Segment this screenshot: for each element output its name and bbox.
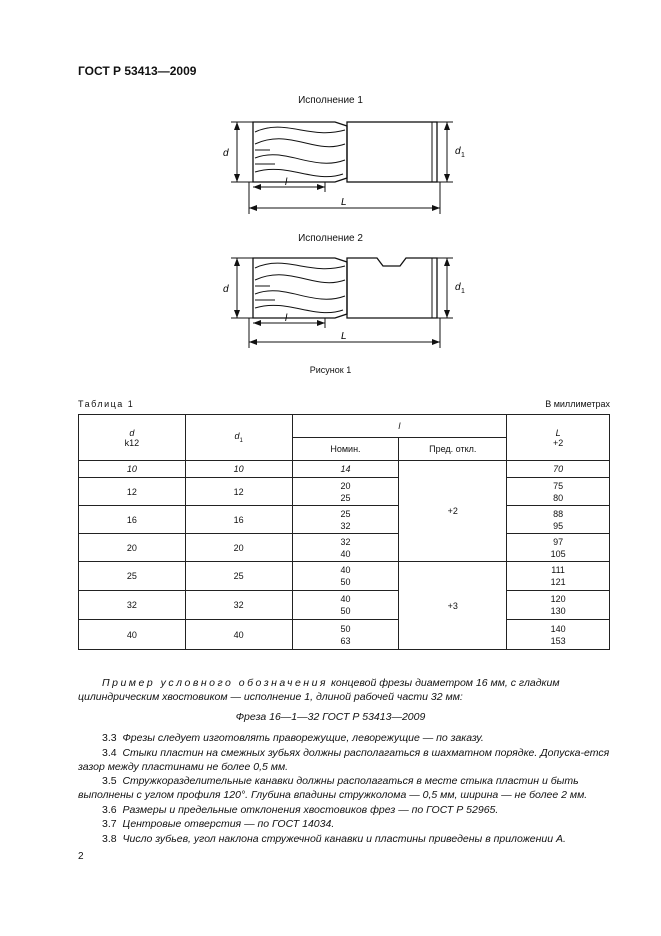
cell-L: 75 80 xyxy=(507,478,610,506)
cell-l: 32 40 xyxy=(292,534,399,562)
header-d1: $d_1$ xyxy=(185,415,292,461)
cell-d1: 25 xyxy=(185,562,292,591)
cell-d1: 16 xyxy=(185,506,292,534)
cell-d1: 10 xyxy=(185,461,292,478)
cell-d: 16 xyxy=(79,506,186,534)
variant-2-drawing xyxy=(215,248,475,352)
cell-d: 20 xyxy=(79,534,186,562)
cell-d: 25 xyxy=(79,562,186,591)
dimensions-table xyxy=(78,414,610,650)
dim-l-label: l xyxy=(285,177,288,188)
dim-d1-label: d xyxy=(455,282,461,293)
cell-L: 140 153 xyxy=(507,620,610,650)
dim-d-label: d xyxy=(223,284,229,295)
cell-l: 20 25 xyxy=(292,478,399,506)
clause: 3.3 Фрезы следует изготовлять праворежущие, леворежущие — по заказу. xyxy=(102,732,484,744)
cell-d1: 40 xyxy=(185,620,292,650)
header-l-deviation: Пред. откл. xyxy=(399,438,507,461)
table-row xyxy=(79,534,610,562)
dim-L-label: L xyxy=(341,197,347,208)
header-L: L +2 xyxy=(507,415,610,461)
cell-l-deviation: +3 xyxy=(399,562,507,650)
clause: 3.4 Стыки пластин на смежных зубьях должны располагаться в шахматном порядке. Допуска-ется зазор между пластинами не более 0,5 мм. xyxy=(78,747,610,773)
cell-d: 10 xyxy=(79,461,186,478)
variant-1-drawing xyxy=(215,110,475,220)
cell-l: 40 50 xyxy=(292,591,399,620)
cell-l: 50 63 xyxy=(292,620,399,650)
variant-1-title: Исполнение 1 xyxy=(298,95,363,106)
cell-L: 111 121 xyxy=(507,562,610,591)
clause: 3.8 Число зубьев, угол наклона стружечной канавки и пластины приведены в приложении А. xyxy=(102,833,566,845)
cell-d: 40 xyxy=(79,620,186,650)
dim-L-label: L xyxy=(341,331,347,342)
designation-example xyxy=(78,676,613,704)
header-d: d k12 xyxy=(79,415,186,461)
page-number: 2 xyxy=(78,851,84,862)
header-l-nominal: Номин. xyxy=(292,438,399,461)
cell-d: 12 xyxy=(79,478,186,506)
cell-l-deviation: +2 xyxy=(399,461,507,562)
cell-d1: 32 xyxy=(185,591,292,620)
cell-L: 97 105 xyxy=(507,534,610,562)
cell-d1: 12 xyxy=(185,478,292,506)
variant-2-title: Исполнение 2 xyxy=(298,233,363,244)
cell-l: 14 xyxy=(292,461,399,478)
dim-l-label: l xyxy=(285,313,288,324)
document-code: ГОСТ Р 53413—2009 xyxy=(78,64,197,78)
table-row xyxy=(79,478,610,506)
example-lead: Пример условного обозначения xyxy=(102,677,329,689)
dim-d-label: d xyxy=(223,148,229,159)
cell-l: 25 32 xyxy=(292,506,399,534)
cell-L: 120 130 xyxy=(507,591,610,620)
table-row xyxy=(79,591,610,620)
table-row xyxy=(79,461,610,478)
example-text: концевой фрезы диаметром 16 мм, с гладким цилиндрическим хвостовиком — исполнение 1, длиной рабочей части 32 мм: xyxy=(78,677,560,703)
cell-l: 40 50 xyxy=(292,562,399,591)
dim-d1-sub: 1 xyxy=(461,288,465,295)
table-row xyxy=(79,562,610,591)
header-l: l xyxy=(292,415,507,438)
dim-d1-sub: 1 xyxy=(461,152,465,159)
clause: 3.5 Стружкоразделительные канавки должны располагаться в месте стыка пластин и быть выполнены с углом профиля 120°. Глубина впадины стружколома — 0,5 мм, ширина — не более 2 мм. xyxy=(78,775,588,801)
table-row xyxy=(79,620,610,650)
cell-L: 88 95 xyxy=(507,506,610,534)
table-units: В миллиметрах xyxy=(545,399,610,409)
figure-caption: Рисунок 1 xyxy=(309,365,352,375)
dim-d1-label: d xyxy=(455,146,461,157)
cell-d1: 20 xyxy=(185,534,292,562)
clause: 3.7 Центровые отверстия — по ГОСТ 14034. xyxy=(102,818,335,830)
cell-d: 32 xyxy=(79,591,186,620)
designation-line: Фреза 16—1—32 ГОСТ Р 53413—2009 xyxy=(235,711,426,723)
clause: 3.6 Размеры и предельные отклонения хвостовиков фрез — по ГОСТ Р 52965. xyxy=(102,804,499,816)
cell-L: 70 xyxy=(507,461,610,478)
table-row xyxy=(79,506,610,534)
table-label: Таблица 1 xyxy=(78,399,135,409)
